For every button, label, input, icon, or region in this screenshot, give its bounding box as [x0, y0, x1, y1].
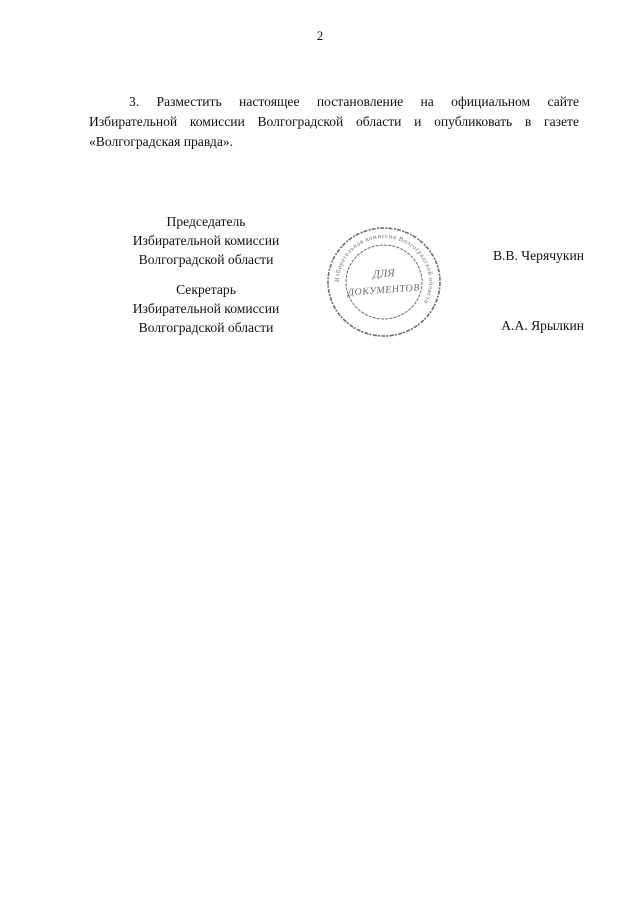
- stamp-center-text: ДЛЯ: [372, 267, 396, 281]
- stamp-center-text: ДОКУМЕНТОВ: [347, 282, 421, 299]
- page-number: 2: [316, 28, 324, 43]
- chairman-title: Избирательной комиссии: [132, 233, 280, 248]
- stamp-ring-text: Избирательная комиссия Волгоградской области: [333, 232, 435, 306]
- chairman-title-block: [96, 212, 316, 269]
- chairman-name: В.В. Черячукин: [492, 248, 584, 263]
- secretary-name: А.А. Ярылкин: [501, 318, 584, 333]
- paragraph-line: Избирательной комиссии Волгоградской области и опубликовать в газете: [89, 114, 579, 129]
- secretary-title: Волгоградской области: [138, 320, 274, 335]
- secretary-title: Секретарь: [176, 282, 236, 297]
- paragraph-line: 3. Разместить настоящее постановление на официальном сайте: [129, 94, 579, 109]
- secretary-title-block: [96, 280, 316, 337]
- secretary-title: Избирательной комиссии: [132, 301, 280, 316]
- chairman-title: Волгоградской области: [138, 252, 274, 267]
- resolution-paragraph: [89, 92, 579, 152]
- official-seal-stamp: [324, 225, 444, 340]
- paragraph-line: «Волгоградская правда».: [89, 134, 234, 149]
- chairman-title: Председатель: [166, 214, 246, 229]
